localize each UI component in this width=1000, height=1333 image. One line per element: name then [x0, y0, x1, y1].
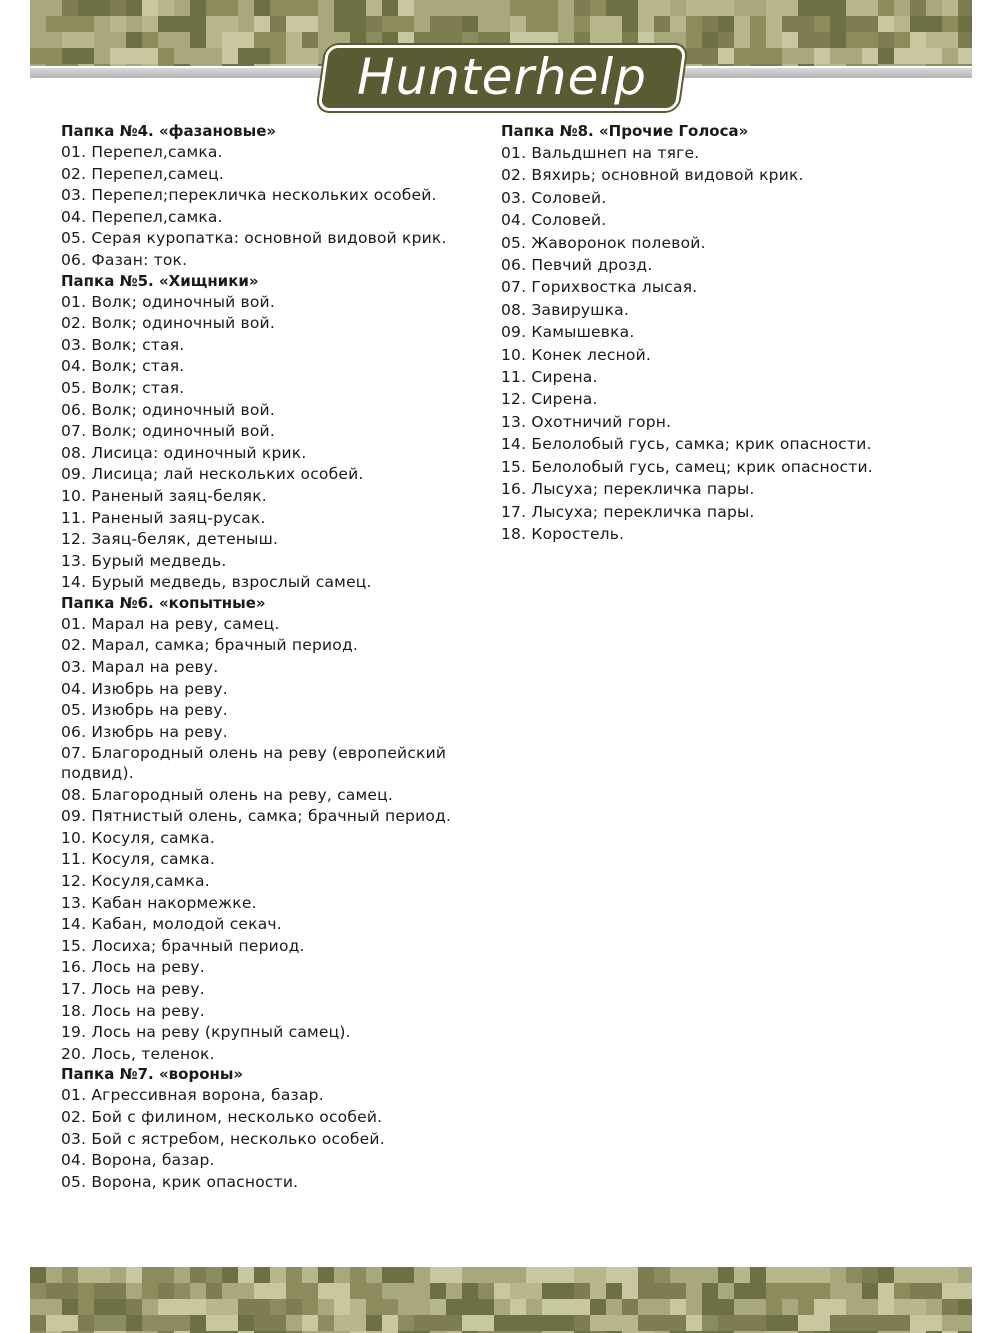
camo-pixel [766, 32, 782, 48]
camo-pixel [894, 16, 910, 32]
list-item: 05. Изюбрь на реву. [61, 701, 228, 720]
list-item: 06. Певчий дрозд. [501, 256, 653, 275]
camo-pixel [494, 1315, 526, 1331]
camo-pixel [286, 1267, 302, 1283]
camo-pixel [654, 1267, 670, 1283]
camo-pixel [46, 1283, 62, 1299]
camo-pixel [622, 1283, 638, 1299]
list-item: 03. Перепел;перекличка нескольких особей. [61, 186, 437, 205]
list-item: 12. Заяц-беляк, детеныш. [61, 530, 279, 549]
list-item: 14. Бурый медведь, взрослый самец. [61, 573, 372, 592]
camo-pixel [110, 0, 126, 16]
camo-pixel [334, 1315, 366, 1331]
list-item: 12. Сирена. [501, 390, 598, 409]
camo-pixel [382, 16, 414, 32]
camo-pixel [206, 1267, 222, 1283]
camo-pixel [942, 1283, 972, 1299]
camo-pixel [638, 0, 670, 16]
list-item: 09. Пятнистый олень, самка; брачный период. [61, 807, 452, 826]
list-item: 03. Бой с ястребом, несколько особей. [61, 1129, 385, 1148]
list-item: 08. Завирушка. [501, 300, 630, 319]
camo-pixel [366, 16, 382, 32]
camo-pixel [798, 0, 846, 16]
camo-pixel [318, 1267, 334, 1283]
camo-pixel [222, 1267, 238, 1283]
camo-pixel [766, 1299, 782, 1315]
section-heading: Папка №5. «Хищники» [61, 271, 259, 290]
camo-pixel [158, 1283, 174, 1299]
camo-pixel [206, 32, 222, 48]
camo-pixel [206, 1299, 238, 1315]
camo-pixel [78, 64, 94, 66]
camo-pixel [894, 1315, 910, 1331]
list-item: 15. Лосиха; брачный период. [61, 936, 305, 955]
list-item: 13. Охотничий горн. [501, 412, 672, 431]
section-heading: Папка №8. «Прочие Голоса» [501, 122, 749, 140]
camo-pixel [686, 32, 702, 48]
camo-pixel [350, 1299, 366, 1315]
camo-pixel [910, 1315, 942, 1331]
camo-pixel [78, 0, 110, 16]
camo-pixel [398, 1267, 414, 1283]
camo-pixel [702, 32, 718, 48]
camo-pixel [126, 32, 142, 48]
camo-pixel [142, 32, 158, 48]
camo-pixel [702, 64, 718, 66]
camo-pixel [78, 1267, 110, 1283]
camo-pixel [542, 1299, 590, 1315]
list-item: 11. Сирена. [501, 368, 598, 387]
list-item: 02. Бой с филином, несколько особей. [61, 1107, 383, 1126]
camo-pixel [766, 1315, 798, 1331]
camo-pixel [894, 48, 942, 64]
camo-pixel [62, 64, 78, 66]
camo-pixel [670, 1299, 686, 1315]
list-item: 10. Раненый заяц-беляк. [61, 486, 267, 505]
camo-pixel [734, 1267, 750, 1283]
camo-pixel [526, 1267, 574, 1283]
left-column [61, 122, 501, 1192]
list-item: 03. Волк; стая. [61, 335, 185, 354]
camo-pixel [142, 1315, 190, 1331]
list-item: 17. Лысуха; перекличка пары. [501, 502, 755, 521]
camo-pixel [126, 1299, 142, 1315]
camo-pixel [862, 1315, 894, 1331]
camo-pixel [862, 48, 878, 64]
list-item: 16. Лось на реву. [61, 958, 205, 977]
list-item: 03. Марал на реву. [61, 658, 219, 677]
camo-pixel [398, 0, 414, 16]
list-item: 05. Жаворонок полевой. [501, 233, 706, 252]
camo-pixel [526, 1315, 542, 1331]
camo-pixel [958, 48, 972, 64]
camo-pixel [142, 64, 158, 66]
camo-pixel [462, 1315, 494, 1331]
camo-pixel [62, 32, 94, 48]
section-heading: Папка №4. «фазановые» [61, 122, 277, 140]
camo-pixel [254, 48, 270, 64]
camo-pixel [926, 1267, 958, 1283]
list-item: 01. Вальдшнеп на тяге. [501, 144, 700, 162]
camo-pixel [670, 16, 686, 32]
section-heading: Папка №6. «копытные» [61, 593, 266, 612]
list-item: 16. Лысуха; перекличка пары. [501, 480, 755, 499]
camo-pixel [798, 1315, 830, 1331]
camo-pixel [814, 48, 830, 64]
camo-pixel [286, 16, 318, 32]
list-item: 11. Косуля, самка. [61, 850, 215, 869]
list-item: 04. Изюбрь на реву. [61, 679, 228, 698]
camo-pixel [366, 1299, 398, 1315]
logo: Hunterhelp [357, 48, 647, 106]
camo-pixel [510, 1283, 542, 1299]
camo-pixel [926, 64, 972, 66]
list-item: 17. Лось на реву. [61, 979, 205, 998]
camo-pixel [798, 32, 830, 48]
camo-pixel [206, 1283, 222, 1299]
list-item: 09. Лисица; лай нескольких особей. [61, 465, 364, 484]
camo-pixel [734, 32, 750, 48]
camo-pixel [206, 16, 238, 32]
camo-pixel [878, 0, 894, 16]
list-item: 10. Косуля, самка. [61, 828, 215, 847]
camo-pixel [286, 1299, 302, 1315]
camo-pixel [686, 0, 734, 16]
list-item: 02. Вяхирь; основной видовой крик. [501, 166, 804, 185]
camo-pixel [30, 1267, 46, 1283]
camo-pixel [110, 64, 126, 66]
camo-pixel [254, 1267, 270, 1283]
list-item: 10. Конек лесной. [501, 345, 652, 364]
camo-pixel [958, 16, 972, 32]
camo-pixel [958, 32, 972, 48]
camo-pixel [174, 16, 190, 32]
camo-pixel [62, 48, 94, 64]
camo-pixel [894, 1283, 910, 1299]
camo-pixel [510, 1299, 526, 1315]
camo-pixel [350, 1267, 366, 1283]
camo-pixel [462, 16, 478, 32]
list-item: 12. Косуля,самка. [61, 872, 210, 890]
camo-pixel [958, 1299, 972, 1315]
camo-pixel [430, 1283, 446, 1299]
camo-pixel [718, 48, 734, 64]
camo-pixel [798, 1267, 830, 1283]
list-item: 08. Лисица: одиночный крик. [61, 443, 307, 462]
camo-pixel [238, 1299, 270, 1315]
list-item: 18. Лось на реву. [61, 1001, 205, 1020]
camo-pixel [158, 0, 174, 16]
camo-pixel [270, 0, 318, 16]
camo-pixel [526, 16, 558, 32]
camo-pixel [110, 1283, 126, 1299]
camo-pixel [430, 1267, 462, 1283]
camo-pixel [142, 16, 158, 32]
camo-pixel [718, 1267, 734, 1283]
camo-pixel [62, 1267, 78, 1283]
camo-pixel [254, 0, 270, 16]
camo-pixel [622, 1299, 638, 1315]
list-item: 13. Бурый медведь. [61, 551, 227, 570]
list-item: 06. Волк; одиночный вой. [61, 400, 275, 419]
camo-pixel [158, 48, 174, 64]
list-item: 06. Изюбрь на реву. [61, 722, 228, 741]
camo-pixel [254, 1283, 286, 1299]
camo-pixel [638, 1315, 670, 1331]
list-item: 14. Кабан, молодой секач. [61, 915, 282, 934]
list-item: 05. Волк; стая. [61, 378, 185, 397]
camo-pixel [414, 1315, 430, 1331]
camo-pixel [814, 16, 830, 32]
camo-pixel [366, 0, 382, 16]
camo-pixel [206, 0, 238, 16]
camo-pixel [766, 64, 782, 66]
section-heading: Папка №7. «вороны» [61, 1065, 244, 1084]
list-item: 18. Коростель. [501, 524, 625, 543]
camo-pixel [718, 1315, 750, 1331]
camo-pixel [942, 16, 958, 32]
camo-pixel [574, 1267, 606, 1283]
camo-pixel [286, 48, 318, 64]
camo-pixel [94, 64, 110, 66]
list-item: 03. Соловей. [501, 188, 607, 207]
camo-pixel [958, 0, 972, 16]
list-item: 20. Лось, теленок. [61, 1044, 215, 1063]
camo-pixel [142, 1267, 174, 1283]
camo-pixel [78, 1315, 94, 1331]
camo-pixel [686, 64, 702, 66]
list-item: 04. Ворона, базар. [61, 1151, 215, 1170]
camo-pixel [846, 16, 878, 32]
camo-pixel [606, 1267, 638, 1283]
camo-pixel [750, 48, 766, 64]
list-item: 15. Белолобый гусь, самец; крик опасности. [501, 457, 873, 476]
camo-pixel [910, 0, 926, 16]
camo-pixel [798, 1283, 830, 1299]
list-item: 01. Агрессивная ворона, базар. [61, 1086, 324, 1105]
list-item: 05. Ворона, крик опасности. [61, 1172, 299, 1191]
list-item: 02. Перепел,самец. [61, 164, 224, 183]
camo-pixel [78, 1283, 94, 1299]
camo-pixel [542, 1315, 574, 1331]
list-item: 07. Благородный олень на реву (европейский подвид). [61, 744, 447, 783]
list-item: 11. Раненый заяц-русак. [61, 508, 266, 527]
camo-pixel [270, 1315, 286, 1331]
list-item: 01. Перепел,самка. [61, 143, 223, 161]
camo-pixel [638, 1283, 686, 1299]
camo-pixel [750, 32, 766, 48]
camo-pixel [110, 1299, 126, 1315]
camo-pixel [350, 1283, 382, 1299]
camo-pixel [542, 1283, 558, 1299]
list-item: 08. Благородный олень на реву, самец. [61, 785, 393, 804]
camo-pixel [702, 16, 718, 32]
camo-pixel [590, 1315, 622, 1331]
camo-pixel [878, 1299, 894, 1315]
camo-pixel [782, 32, 798, 48]
list-item: 02. Волк; одиночный вой. [61, 314, 275, 333]
list-item: 06. Фазан: ток. [61, 250, 188, 269]
camo-pixel [702, 1299, 734, 1315]
list-item: 04. Соловей. [501, 211, 607, 230]
camo-pixel [126, 0, 142, 16]
camo-footer-band [30, 1267, 972, 1333]
camo-pixel [174, 64, 190, 66]
camo-pixel [798, 64, 814, 66]
camo-pixel [190, 1315, 206, 1331]
list-item: 04. Волк; стая. [61, 357, 185, 376]
list-item: 09. Камышевка. [501, 323, 635, 342]
list-item: 13. Кабан накормежке. [61, 893, 257, 912]
list-item: 02. Марал, самка; брачный период. [61, 636, 359, 655]
camo-pixel [590, 16, 622, 32]
list-item: 14. Белолобый гусь, самка; крик опасности. [501, 435, 872, 454]
camo-pixel [590, 1299, 606, 1315]
list-item: 04. Перепел,самка. [61, 207, 223, 226]
camo-pixel [750, 1315, 766, 1331]
list-item: 19. Лось на реву (крупный самец). [61, 1023, 351, 1042]
camo-pixel [750, 16, 766, 32]
camo-pixel [94, 1299, 110, 1315]
list-item: 07. Волк; одиночный вой. [61, 422, 275, 441]
list-item: 01. Волк; одиночный вой. [61, 292, 275, 311]
camo-pixel [46, 16, 94, 32]
camo-pixel [734, 1283, 766, 1299]
camo-pixel [894, 1299, 926, 1315]
right-column [501, 122, 941, 544]
list-item: 01. Марал на реву, самец. [61, 614, 280, 633]
camo-pixel [574, 1315, 590, 1331]
camo-pixel [430, 16, 462, 32]
camo-pixel [462, 1299, 478, 1315]
camo-pixel [686, 16, 702, 32]
camo-pixel [526, 0, 542, 16]
camo-pixel [142, 0, 158, 16]
list-item: 07. Горихвостка лысая. [501, 278, 698, 297]
camo-pixel [110, 16, 126, 32]
camo-pixel [814, 1299, 846, 1315]
list-item: 05. Серая куропатка: основной видовой крик. [61, 229, 447, 248]
camo-pixel [302, 32, 318, 48]
camo-pixel [702, 1283, 718, 1299]
camo-pixel [286, 32, 302, 48]
camo-pixel [846, 64, 878, 66]
